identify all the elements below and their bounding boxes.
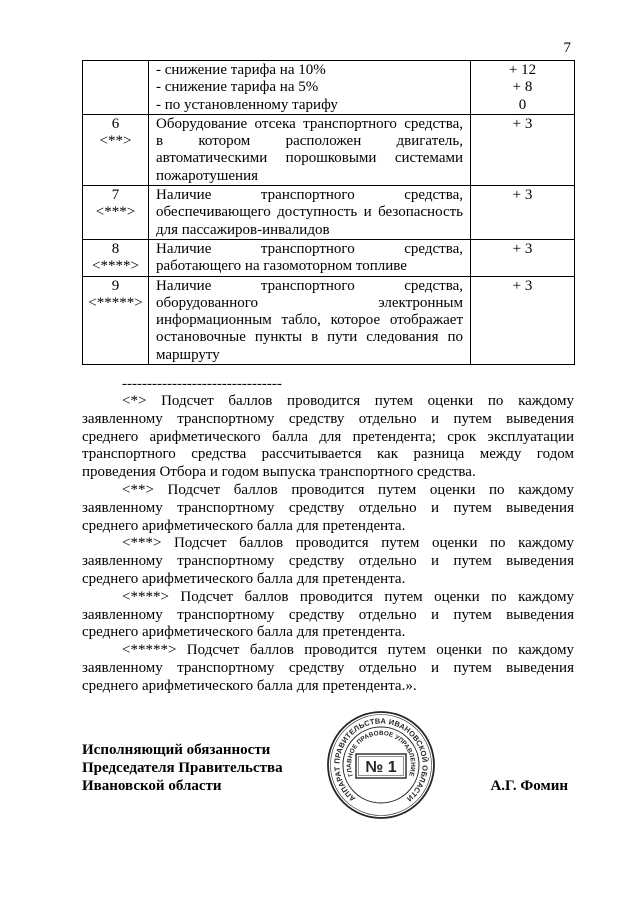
- points-value: + 3: [512, 240, 533, 257]
- signatory-position-line: Председателя Правительства: [82, 760, 283, 776]
- criterion-line: обеспечивающего доступность и безопасность: [156, 204, 463, 221]
- footnote-line: заявленному транспортному средству отдельно и путем выведения: [82, 606, 574, 623]
- stamp-inner-text: ГЛАВНОЕ ПРАВОВОЕ УПРАВЛЕНИЕ: [345, 729, 417, 778]
- table-row: [83, 61, 575, 115]
- footnote: [82, 535, 574, 588]
- criterion-description-cell: [149, 186, 471, 240]
- footnote: [82, 642, 574, 695]
- footnote: [82, 482, 574, 535]
- footnote-line: среднего арифметического балла для претендента.: [82, 570, 406, 587]
- criterion-number: 8: [111, 240, 120, 257]
- criterion-points-cell: [471, 186, 575, 240]
- points-value: + 3: [512, 187, 533, 204]
- criterion-line: в котором расположен двигатель,: [156, 133, 463, 150]
- page-number: 7: [563, 40, 571, 56]
- footnote-line: заявленному транспортному средству отдельно и путем выведения: [82, 499, 574, 516]
- criterion-line: - снижение тарифа на 10%: [156, 62, 326, 78]
- criterion-points-cell: [471, 114, 575, 185]
- footnote-line: среднего арифметического балла для претендента; срок эксплуатации: [82, 428, 574, 445]
- table-row: [83, 186, 575, 240]
- criterion-line: Оборудование отсека транспортного средства,: [156, 115, 463, 132]
- footnote-line: среднего арифметического балла для претендента.: [82, 517, 406, 534]
- table-row: [83, 239, 575, 276]
- table-row: [83, 114, 575, 185]
- footnote-separator: --------------------------------: [122, 376, 282, 392]
- criteria-table: [82, 60, 575, 365]
- points-value: 0: [518, 96, 527, 113]
- criterion-description-cell: [149, 276, 471, 364]
- criterion-footnote-mark: <*****>: [88, 294, 143, 311]
- criterion-line: работающего на газомоторном топливе: [156, 258, 407, 275]
- footnote-line: <***> Подсчет баллов проводится путем оценки по каждому: [122, 535, 574, 552]
- criterion-footnote-mark: <**>: [99, 133, 132, 150]
- criterion-description-cell: [149, 61, 471, 115]
- footnote-line: среднего арифметического балла для претендента.».: [82, 677, 417, 694]
- signatory-position: [82, 741, 283, 795]
- criterion-line: Наличие транспортного средства,: [156, 240, 463, 257]
- footnote: [82, 393, 574, 482]
- points-value: + 3: [512, 277, 533, 294]
- criterion-line: пожаротушения: [156, 167, 258, 184]
- criterion-footnote-mark: <***>: [95, 204, 136, 221]
- criterion-number-cell: [83, 239, 149, 276]
- footnote-line: среднего арифметического балла для претендента.: [82, 624, 406, 641]
- criterion-points-cell: [471, 239, 575, 276]
- criterion-line: - по установленному тарифу: [156, 96, 338, 113]
- criterion-line: Наличие транспортного средства,: [156, 187, 463, 204]
- criterion-number-cell: [83, 186, 149, 240]
- stamp-outer-text: АППАРАТ ПРАВИТЕЛЬСТВА ИВАНОВСКОЙ ОБЛАСТИ: [332, 716, 430, 804]
- footnotes: [82, 393, 574, 696]
- footnote-line: <*****> Подсчет баллов проводится путем оценки по каждому: [122, 642, 574, 659]
- criterion-line: - снижение тарифа на 5%: [156, 79, 319, 96]
- criterion-line: автоматическими порошковыми системами: [156, 150, 463, 167]
- signatory-position-line: Ивановской области: [82, 778, 222, 794]
- stamp-number: № 1: [365, 759, 397, 776]
- footnote-line: проведения Отбора и годом выпуска транспортного средства.: [82, 464, 476, 481]
- criterion-points-cell: [471, 61, 575, 115]
- points-value: + 3: [512, 115, 533, 132]
- criterion-description-cell: [149, 239, 471, 276]
- points-value: + 8: [512, 79, 533, 96]
- signatory-name: А.Г. Фомин: [490, 778, 568, 794]
- criterion-number: 7: [111, 187, 120, 204]
- criterion-line: для пассажиров-инвалидов: [156, 221, 330, 238]
- criterion-line: маршруту: [156, 346, 220, 363]
- footnote-line: транспортного средства рассчитывается как разница между годом: [82, 446, 574, 463]
- footnote-line: заявленному транспортному средству отдельно и путем выведения: [82, 553, 574, 570]
- footnote-line: заявленному транспортному средству отдельно и путем выведения: [82, 659, 574, 676]
- criterion-number-cell: [83, 61, 149, 115]
- criterion-line: Наличие транспортного средства,: [156, 277, 463, 294]
- criterion-line: информационным табло, которое отображает: [156, 312, 463, 329]
- criterion-points-cell: [471, 276, 575, 364]
- points-value: + 12: [508, 62, 537, 78]
- criterion-number: 6: [111, 115, 120, 132]
- criterion-footnote-mark: <****>: [92, 258, 139, 275]
- criterion-description-cell: [149, 114, 471, 185]
- footnote-line: <*> Подсчет баллов проводится путем оценки по каждому: [122, 393, 574, 409]
- criterion-number-cell: [83, 276, 149, 364]
- footnote-line: <****> Подсчет баллов проводится путем оценки по каждому: [122, 588, 574, 605]
- footnote-line: заявленному транспортному средству отдельно и путем выведения: [82, 410, 574, 427]
- signatory-position-line: Исполняющий обязанности: [82, 742, 271, 758]
- criterion-number: 9: [111, 277, 120, 294]
- table-row: [83, 276, 575, 364]
- criterion-line: остановочные пункты в пути следования по: [156, 329, 463, 346]
- criterion-line: оборудованного электронным: [156, 294, 463, 311]
- footnote-line: <**> Подсчет баллов проводится путем оценки по каждому: [122, 481, 574, 498]
- official-stamp: [325, 709, 437, 821]
- criterion-number-cell: [83, 114, 149, 185]
- footnote: [82, 589, 574, 642]
